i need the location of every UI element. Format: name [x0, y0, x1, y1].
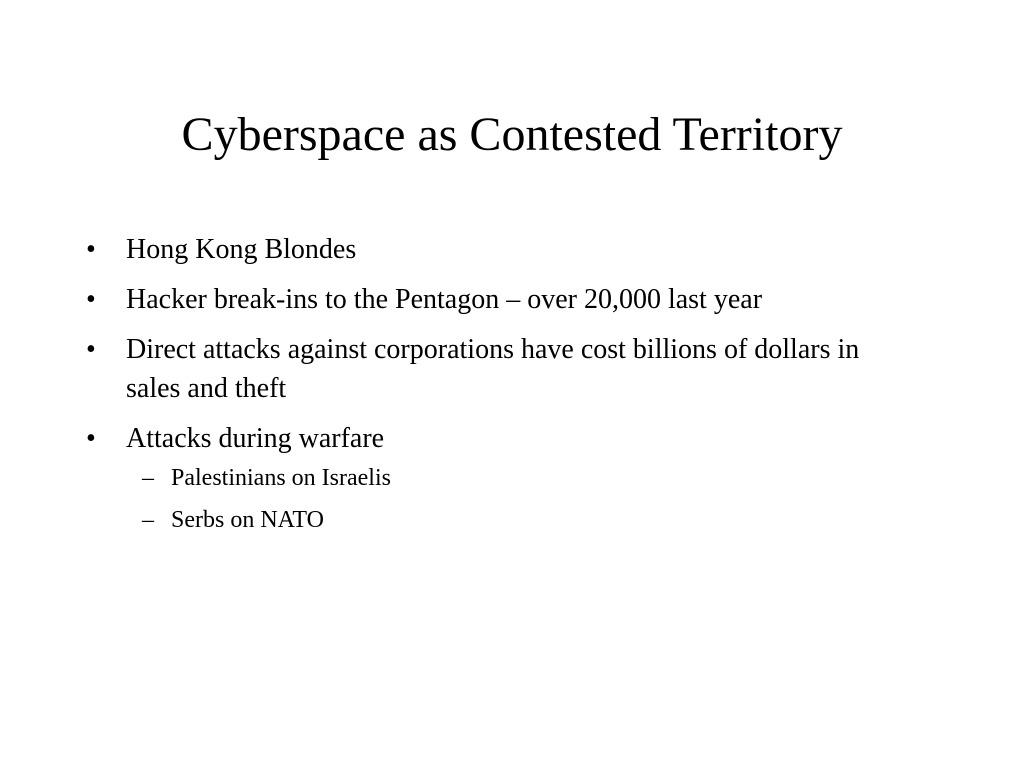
sub-bullet-text: Serbs on NATO [171, 507, 324, 533]
bullet-marker: • [86, 284, 96, 315]
sub-bullet-item [126, 504, 916, 537]
sub-bullet-marker: – [142, 507, 154, 533]
bullet-marker: • [86, 423, 96, 454]
sub-bullet-list [126, 462, 916, 537]
sub-bullet-item [126, 462, 916, 495]
bullet-list [86, 230, 916, 548]
slide-title: Cyberspace as Contested Territory [181, 108, 843, 161]
bullet-item [86, 419, 916, 537]
bullet-marker: • [86, 334, 96, 365]
bullet-item [86, 230, 916, 269]
bullet-text: Attacks during warfare [126, 423, 385, 454]
bullet-text: Direct attacks against corporations have cost billions of dollars in sales and theft [126, 334, 860, 404]
bullet-item [86, 280, 916, 319]
sub-bullet-marker: – [142, 465, 154, 491]
sub-bullet-text: Palestinians on Israelis [171, 465, 391, 491]
bullet-text: Hong Kong Blondes [126, 234, 357, 265]
bullet-marker: • [86, 234, 96, 265]
bullet-text: Hacker break-ins to the Pentagon – over 20,000 last year [126, 284, 763, 315]
bullet-item [86, 330, 916, 408]
